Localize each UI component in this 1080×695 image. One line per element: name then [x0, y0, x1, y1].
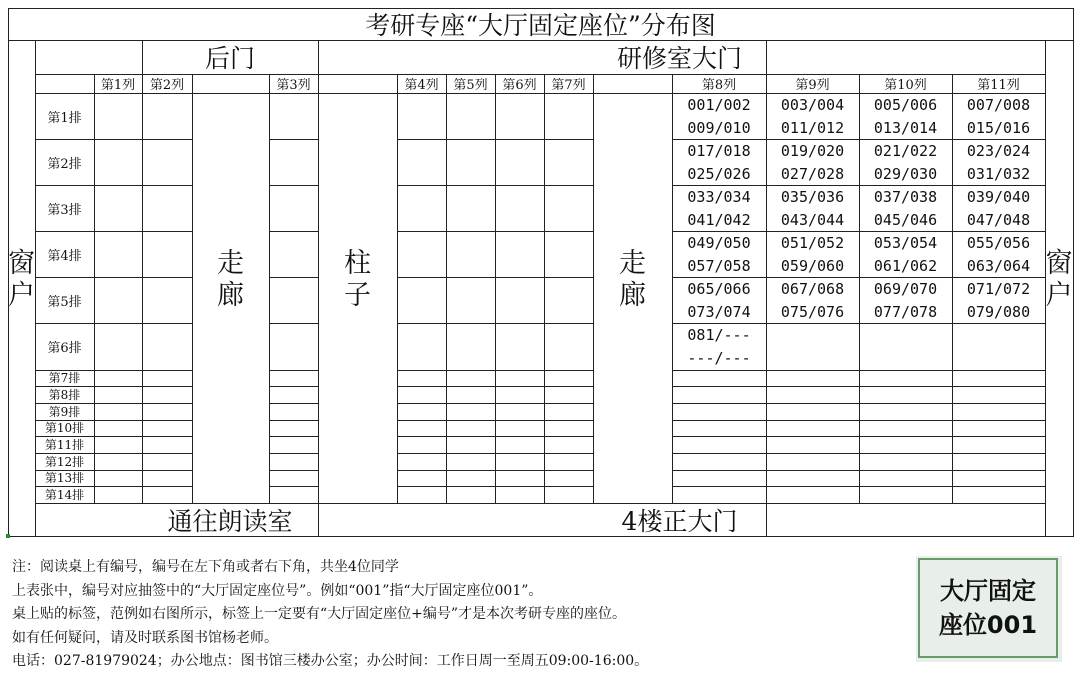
seat-number: 045/046 — [873, 211, 938, 229]
row-line — [397, 277, 594, 278]
seat-number: 015/016 — [966, 119, 1031, 137]
row-header: 第6排 — [47, 341, 82, 356]
column-header: 第8列 — [701, 78, 737, 93]
row-header: 第2排 — [47, 156, 82, 172]
seat-number — [859, 324, 952, 346]
window-right-label-char: 户 — [1045, 280, 1073, 311]
seat-number: 017/018 — [687, 142, 751, 160]
seat-number: 051/052 — [780, 234, 845, 252]
row-line — [672, 386, 1046, 387]
column-header: 第3列 — [276, 78, 311, 93]
back-door-right — [318, 40, 319, 75]
row-header: 第12排 — [44, 454, 85, 469]
row-line — [397, 420, 594, 421]
seat-number: 065/066 — [687, 280, 751, 298]
study-door-right — [766, 40, 767, 75]
pillar-label-char: 子 — [344, 280, 371, 311]
row-line — [672, 486, 1046, 487]
bottom-divider-2 — [766, 503, 767, 537]
row-line — [269, 403, 319, 404]
seat-number — [952, 347, 1045, 369]
window-left-label — [8, 240, 35, 320]
row-line — [397, 323, 594, 324]
seat-number: 013/014 — [873, 119, 938, 137]
frame-right — [1073, 8, 1074, 537]
column-header: 第7列 — [551, 78, 586, 93]
window-left-label-char: 窗 — [8, 248, 35, 279]
row-line — [269, 420, 319, 421]
column-header: 第5列 — [453, 78, 488, 93]
seat-number: 073/074 — [687, 303, 751, 321]
seat-number: 055/056 — [966, 234, 1031, 252]
column-header: 第1列 — [100, 78, 136, 93]
row-line — [672, 453, 1046, 454]
seat-number: 057/058 — [687, 257, 751, 275]
seat-number: 037/038 — [873, 188, 938, 206]
seat-number: 079/080 — [966, 303, 1031, 321]
row-header: 第4排 — [47, 248, 82, 264]
seat-number: 007/008 — [966, 96, 1031, 114]
pillar-label — [318, 240, 397, 320]
seat-number: 059/060 — [780, 257, 845, 275]
row-line — [269, 436, 319, 437]
notes-section — [12, 556, 648, 674]
seat-number — [766, 324, 859, 346]
row-line — [269, 370, 319, 371]
seat-number: 021/022 — [873, 142, 938, 160]
back-door-label: 后门 — [204, 44, 255, 73]
seat-number: 053/054 — [873, 234, 938, 252]
row-line — [672, 420, 1046, 421]
row-line — [269, 277, 319, 278]
row-header: 第13排 — [44, 471, 85, 485]
row-line — [672, 370, 1046, 371]
corridor-right-label-char: 廊 — [619, 280, 646, 311]
row-line — [397, 453, 594, 454]
seat-number: 071/072 — [966, 280, 1031, 298]
seat-number: 033/034 — [687, 188, 751, 206]
column-header: 第11列 — [977, 78, 1020, 93]
note-line: 如有任何疑问，请及时联系图书馆杨老师。 — [12, 629, 278, 646]
seat-number: 049/050 — [687, 234, 751, 252]
window-right-label-char: 窗 — [1045, 248, 1073, 279]
row-line — [269, 470, 319, 471]
window-left-label-char: 户 — [8, 280, 35, 311]
window-right-label — [1045, 240, 1073, 320]
row-header: 第8排 — [48, 387, 81, 402]
seat-number: 019/020 — [780, 142, 845, 160]
row-line — [269, 231, 319, 232]
corridor-left-label-char: 廊 — [217, 280, 244, 311]
row-line — [397, 231, 594, 232]
seat-number: 047/048 — [966, 211, 1031, 229]
row-line — [397, 503, 594, 504]
column-header: 第10列 — [884, 78, 927, 93]
reading-room-label: 通往朗读室 — [167, 506, 293, 536]
page-title: 考研专座“大厅固定座位”分布图 — [365, 11, 716, 40]
column-header: 第6列 — [502, 78, 537, 93]
column-header: 第9列 — [795, 78, 830, 93]
seat-number: ---/--- — [687, 349, 751, 367]
bottom-divider-1 — [318, 503, 319, 537]
row-line — [672, 403, 1046, 404]
row-header: 第9排 — [48, 404, 81, 419]
note-line: 上表张中，编号对应抽签中的“大厅固定座位号”。例如“001”指“大厅固定座位001”。 — [12, 582, 543, 599]
corridor-right-label-char: 走 — [619, 248, 646, 279]
seat-number — [766, 347, 859, 369]
row-header: 第1排 — [47, 110, 82, 126]
row-header: 第14排 — [44, 487, 85, 502]
seat-number: 041/042 — [687, 211, 751, 229]
seat-number: 025/026 — [687, 165, 751, 183]
row-line — [269, 185, 319, 186]
row-header: 第5排 — [47, 294, 82, 310]
seat-number: 069/070 — [873, 280, 938, 298]
corner-marker — [6, 534, 10, 538]
row-line — [269, 453, 319, 454]
row-line — [397, 403, 594, 404]
row-line — [397, 486, 594, 487]
row-line — [397, 93, 594, 94]
seat-number: 035/036 — [780, 188, 845, 206]
seat-number: 029/030 — [873, 165, 938, 183]
seat-number — [859, 347, 952, 369]
seat-number: 011/012 — [780, 119, 845, 137]
seat-number: 075/076 — [780, 303, 845, 321]
row-line — [269, 93, 319, 94]
note-line: 注：阅读桌上有编号，编号在左下角或者右下角，共坐4位同学 — [12, 559, 399, 575]
seat-number: 009/010 — [687, 119, 751, 137]
row-line — [397, 139, 594, 140]
note-line: 桌上贴的标签，范例如右图所示，标签上一定要有“大厅固定座位+编号”才是本次考研专座的座位。 — [12, 606, 627, 622]
row-line — [397, 185, 594, 186]
seat-number: 031/032 — [966, 165, 1031, 183]
seat-number: 027/028 — [780, 165, 845, 183]
corridor-right-label — [593, 240, 672, 320]
row-line — [397, 386, 594, 387]
seat-number: 023/024 — [966, 142, 1031, 160]
seat-number — [952, 324, 1045, 346]
row-line — [269, 323, 319, 324]
label-example-line: 座位001 — [938, 611, 1038, 639]
row-header: 第7排 — [48, 371, 81, 385]
seat-number: 063/064 — [966, 257, 1031, 275]
row-line — [672, 436, 1046, 437]
row-line — [397, 470, 594, 471]
seat-number: 043/044 — [780, 211, 845, 229]
column-header: 第2列 — [149, 78, 185, 93]
seat-number: 081/--- — [687, 326, 751, 344]
study-room-door-label: 研修室大门 — [616, 44, 742, 73]
row-line — [269, 139, 319, 140]
corridor-left-label — [192, 240, 269, 320]
label-example — [918, 558, 1058, 658]
row-line — [269, 486, 319, 487]
seat-number: 067/068 — [780, 280, 845, 298]
row-header: 第11排 — [44, 437, 85, 452]
pillar-label-char: 柱 — [344, 248, 371, 279]
corridor-left-label-char: 走 — [217, 248, 244, 279]
seat-number: 005/006 — [873, 96, 938, 114]
seat-number: 061/062 — [873, 257, 938, 275]
seat-number: 003/004 — [780, 96, 845, 114]
note-line: 电话：027-81979024；办公地点：图书馆三楼办公室；办公时间：工作日周一至周五09:00-16:00。 — [12, 653, 649, 669]
row-line — [269, 386, 319, 387]
row-line — [397, 436, 594, 437]
row-header: 第10排 — [44, 421, 85, 435]
label-example-line: 大厅固定 — [940, 577, 1036, 605]
row-line — [397, 370, 594, 371]
seat-number: 039/040 — [966, 188, 1031, 206]
seat-number: 001/002 — [687, 96, 751, 114]
column-header: 第4列 — [404, 78, 439, 93]
row-line — [672, 470, 1046, 471]
main-door-label: 4楼正大门 — [621, 506, 738, 536]
seat-number: 077/078 — [873, 303, 938, 321]
row-header: 第3排 — [47, 202, 82, 218]
